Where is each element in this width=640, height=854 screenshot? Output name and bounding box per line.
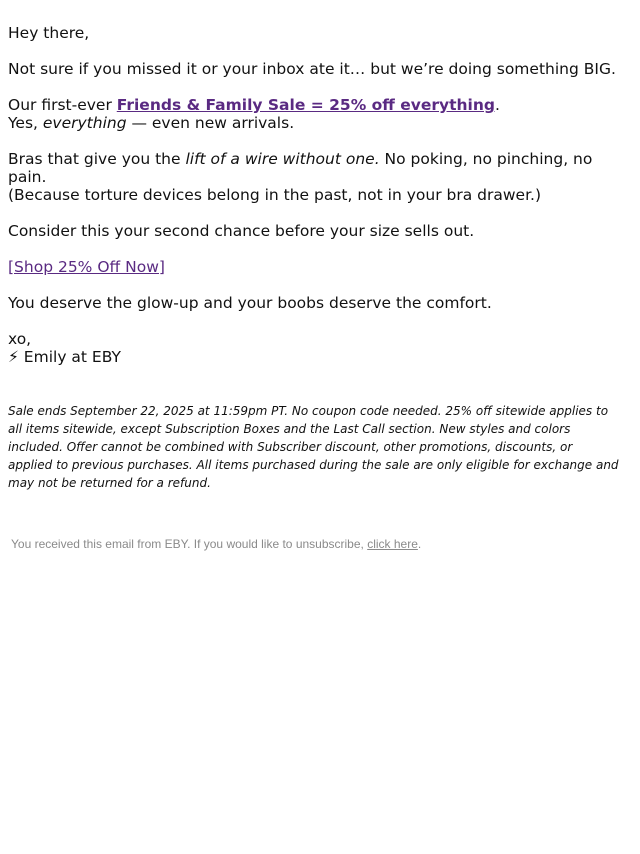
shop-now-link[interactable]: [8, 258, 165, 276]
offer-paragraph: [8, 96, 632, 132]
sale-link[interactable]: Friends & Family Sale = 25% off everything: [116, 96, 495, 114]
footer-end: .: [417, 537, 422, 551]
offer-prefix: Our first-ever: [8, 96, 117, 114]
offer-line2-suffix: — even new arrivals.: [126, 114, 295, 132]
bras-paragraph: [8, 150, 632, 204]
signoff-line2: ⚡ Emily at EBY: [8, 348, 121, 366]
footer: [8, 536, 632, 552]
bras-line2: (Because torture devices belong in the past, not in your bra drawer.): [8, 186, 541, 204]
unsubscribe-link[interactable]: click here: [367, 537, 418, 551]
footer-text: You received this email from EBY. If you would like to unsubscribe,: [11, 537, 368, 551]
glow-up-paragraph: You deserve the glow-up and your boobs deserve the comfort.: [8, 294, 492, 312]
signoff-line1: xo,: [8, 330, 32, 348]
cta-paragraph: [8, 258, 632, 276]
second-chance-paragraph: Consider this your second chance before your size sells out.: [8, 222, 475, 240]
bras-prefix: Bras that give you the: [8, 150, 186, 168]
intro-paragraph: Not sure if you missed it or your inbox ate it… but we’re doing something BIG.: [8, 60, 616, 78]
offer-line2-italic: everything: [42, 114, 127, 132]
offer-suffix: .: [495, 96, 500, 114]
bras-suffix: No poking, no pinching, no pain.: [8, 150, 593, 186]
offer-line2-prefix: Yes,: [8, 114, 43, 132]
shop-now-label: [Shop 25% Off Now]: [8, 258, 165, 276]
greeting: Hey there,: [8, 24, 90, 42]
bras-italic: lift of a wire without one.: [185, 150, 380, 168]
signoff: [8, 330, 632, 366]
legal-disclaimer: Sale ends September 22, 2025 at 11:59pm PT. No coupon code needed. 25% off sitewide applies to all items sitewide, except Subscription Boxes and the Last Call section. New styles and colors included. Offer cannot be combined with Subscriber discount, other promotions, discounts, or applied to previous purchases. All items purchased during the sale are only eligible for exchange and may not be returned for a refund.: [8, 404, 619, 490]
